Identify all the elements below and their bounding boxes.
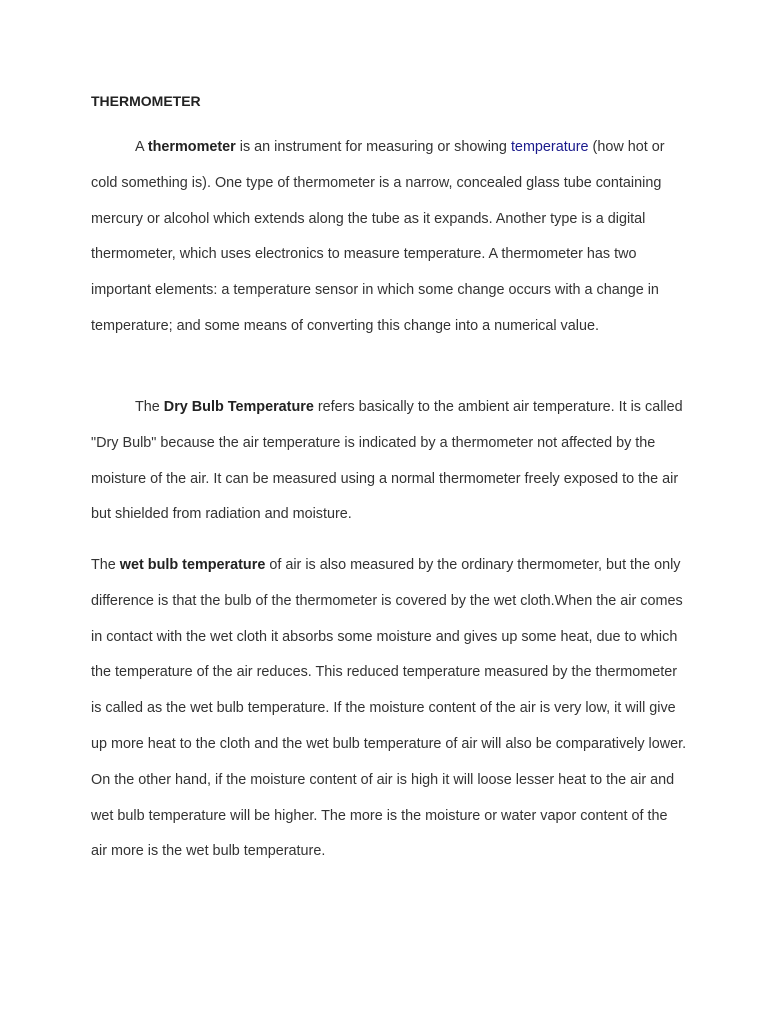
p3-lead: The	[91, 557, 120, 573]
p1-mid: is an instrument for measuring or showing	[235, 139, 511, 155]
document-title: THERMOMETER	[91, 93, 201, 109]
paragraph-thermometer	[91, 130, 687, 345]
paragraph-wet-bulb	[91, 548, 687, 870]
p1-rest: (how hot or cold something is). One type of thermometer is a narrow, concealed glass tube containing mercury or alcohol which extends along the tube as it expands. Another type is a digital thermometer, which uses electronics to measure temperature. A thermometer has two important elements: a temperature sensor in which some change occurs with a change in temperature; and some means of converting this change into a numerical value.	[91, 139, 665, 334]
p2-lead: The	[135, 399, 164, 415]
paragraph-dry-bulb	[91, 390, 687, 533]
temperature-link[interactable]: temperature	[510, 139, 589, 155]
term-thermometer: thermometer	[147, 139, 236, 155]
term-wet-bulb-temperature: wet bulb temperature	[119, 557, 266, 573]
term-dry-bulb-temperature: Dry Bulb Temperature	[163, 399, 314, 415]
p1-lead: A	[135, 139, 148, 155]
p2-rest: refers basically to the ambient air temperature. It is called "Dry Bulb" because the air temperature is indicated by a thermometer not affected by the moisture of the air. It can be measured using a normal thermometer freely exposed to the air but shielded from radiation and moisture.	[91, 399, 683, 523]
p3-rest: of air is also measured by the ordinary thermometer, but the only difference is that the bulb of the thermometer is covered by the wet cloth.When the air comes in contact with the wet cloth it absorbs some moisture and gives up some heat, due to which the temperature of the air reduces. This reduced temperature measured by the thermometer is called as the wet bulb temperature. If the moisture content of the air is very low, it will give up more heat to the cloth and the wet bulb temperature of air will also be comparatively lower. On the other hand, if the moisture content of air is high it will loose lesser heat to the air and wet bulb temperature will be higher. The more is the moisture or water vapor content of the air more is the wet bulb temperature.	[91, 557, 687, 860]
